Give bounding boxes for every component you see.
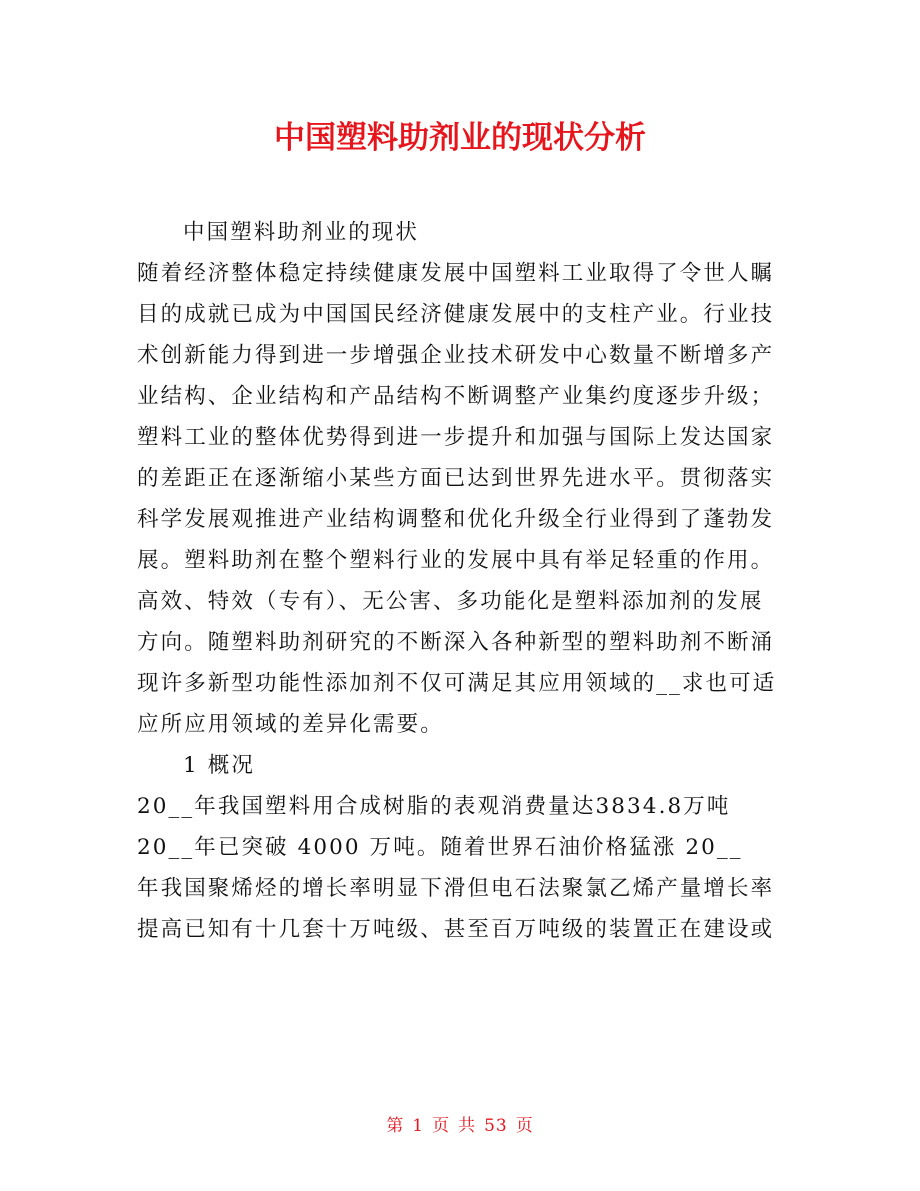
- page-label-mid: 页: [432, 1116, 451, 1136]
- paragraph-line: 应所应用领域的差异化需要。: [137, 712, 444, 737]
- paragraph-line: 方向。随塑料助剂研究的不断深入各种新型的塑料助剂不断涌: [137, 630, 775, 655]
- document-title: 中国塑料助剂业的现状分析: [274, 120, 646, 156]
- paragraph-line: 现许多新型功能性添加剂不仅可满足其应用领域的__求也可适: [137, 671, 777, 696]
- document-body: [137, 212, 797, 950]
- paragraph-line: 年我国聚烯烃的增长率明显下滑但电石法聚氯乙烯产量增长率: [137, 876, 775, 901]
- page-number-total: 53: [484, 1116, 508, 1136]
- paragraph-line: 科学发展观推进产业结构调整和优化升级全行业得到了蓬勃发: [137, 507, 775, 532]
- paragraph-line: 随着经济整体稳定持续健康发展中国塑料工业取得了令世人瞩: [137, 261, 775, 286]
- paragraph-line: 目的成就已成为中国国民经济健康发展中的支柱产业。行业技: [137, 302, 775, 327]
- page-label-prefix: 第: [386, 1116, 405, 1136]
- paragraph-line: 提高已知有十几套十万吨级、甚至百万吨级的装置正在建设或: [137, 917, 775, 942]
- paragraph-line: 高效、特效（专有）、无公害、多功能化是塑料添加剂的发展: [137, 589, 764, 614]
- paragraph-line: 的差距正在逐渐缩小某些方面已达到世界先进水平。贯彻落实: [137, 466, 775, 491]
- paragraph-line: 展。塑料助剂在整个塑料行业的发展中具有举足轻重的作用。: [137, 548, 775, 573]
- paragraph-line: 20__年已突破 4000 万吨。随着世界石油价格猛涨 20__: [137, 835, 743, 860]
- paragraph-line: 20__年我国塑料用合成树脂的表观消费量达3834.8万吨: [137, 794, 731, 819]
- page-label-suffix: 页: [515, 1116, 534, 1136]
- paragraph-line: 业结构、企业结构和产品结构不断调整产业集约度逐步升级；: [137, 384, 775, 409]
- page-footer: [0, 1112, 920, 1140]
- section-heading: 中国塑料助剂业的现状: [183, 220, 420, 245]
- page-label-total: 共: [458, 1116, 477, 1136]
- paragraph-line: 术创新能力得到进一步增强企业技术研发中心数量不断增多产: [137, 343, 775, 368]
- section-heading: 1 概况: [183, 753, 255, 778]
- paragraph-line: 塑料工业的整体优势得到进一步提升和加强与国际上发达国家: [137, 425, 775, 450]
- page-number-current: 1: [412, 1116, 425, 1136]
